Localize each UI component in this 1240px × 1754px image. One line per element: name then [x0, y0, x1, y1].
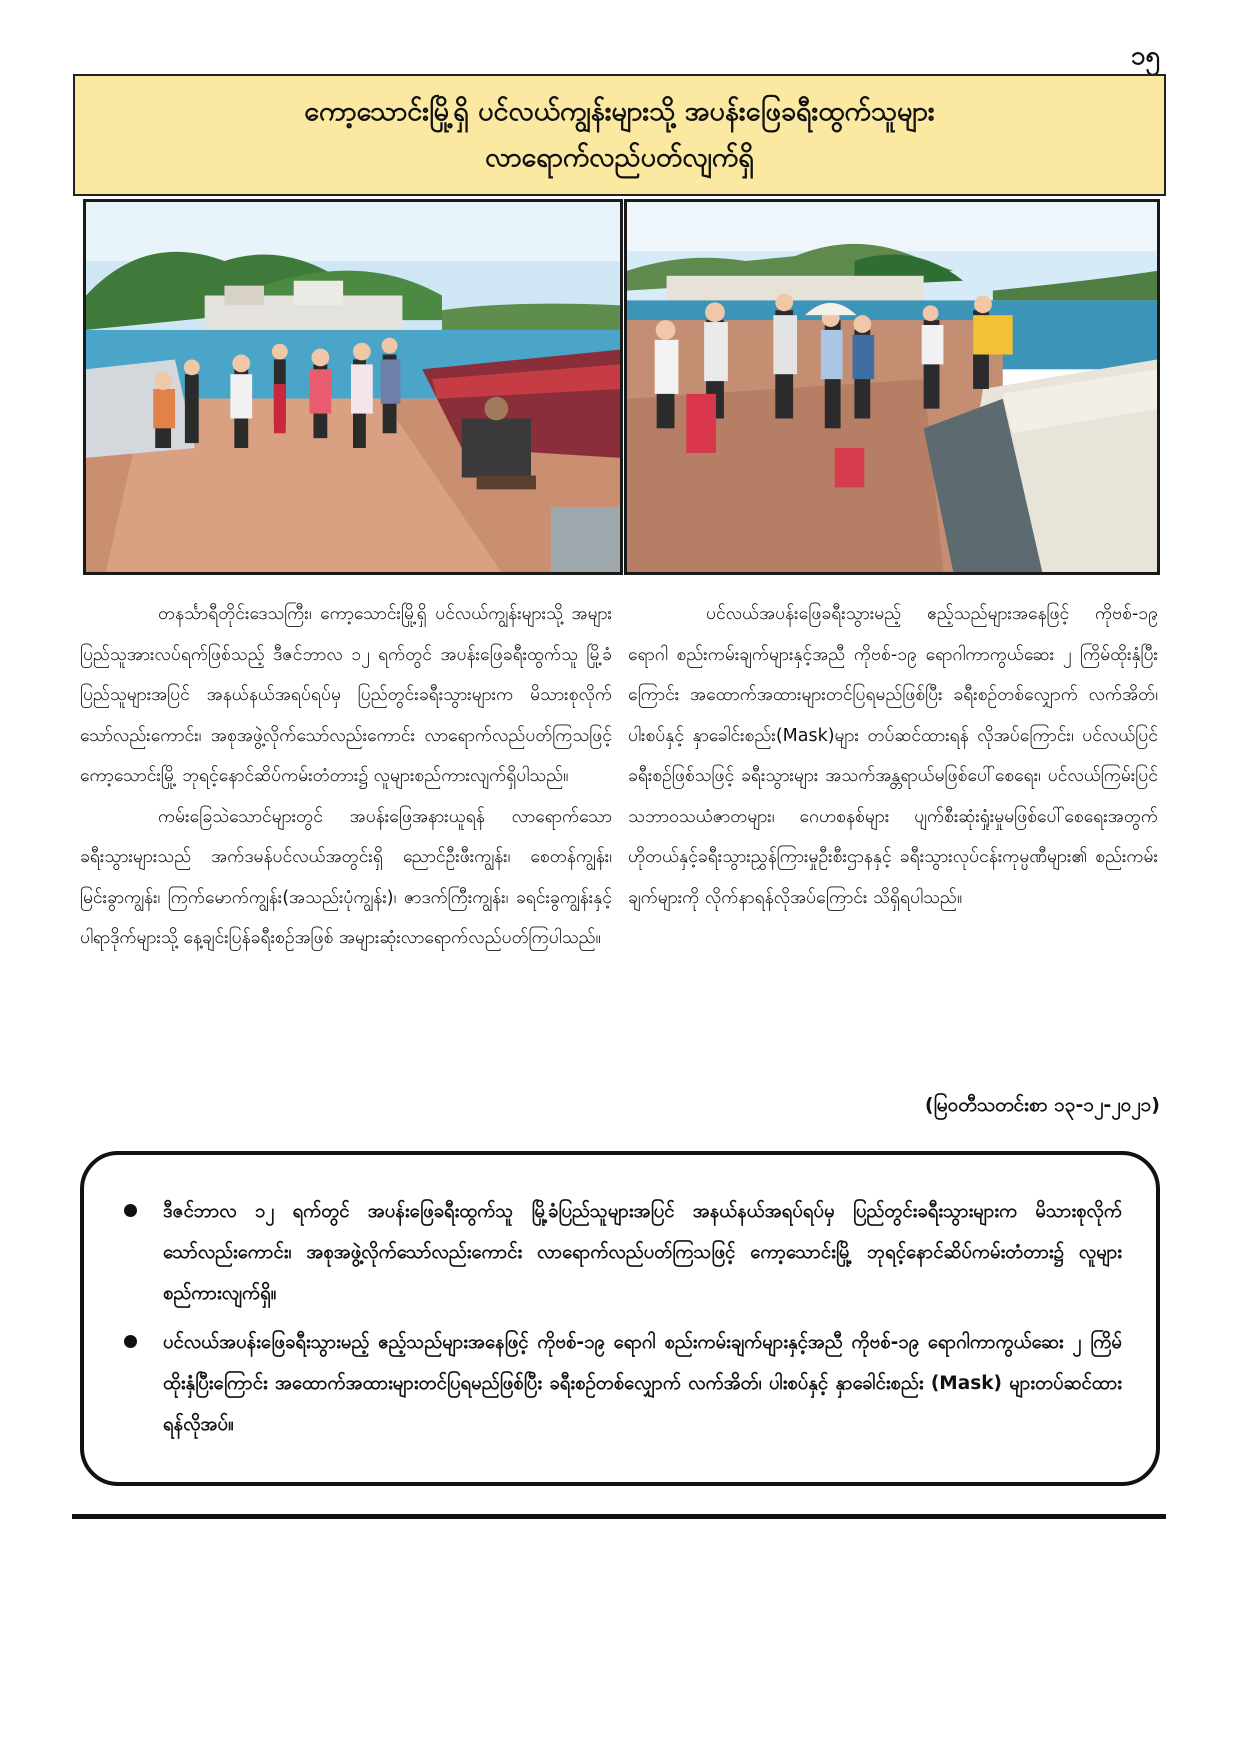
jetty-photo-left [83, 199, 623, 575]
article-paragraph: တနင်္သာရီတိုင်းဒေသကြီး၊ ကော့သောင်းမြို့ရှိ ပင်လယ်ကျွန်းများသို့ အများပြည်သူအားလပ်ရက်ဖြစ်သည့် ဒီဇင်ဘာလ ၁၂ ရက်တွင် အပန်းဖြေခရီးထွက်သူ မြို့ခံပြည်သူများအပြင် အနယ်နယ်အရပ်ရပ်မှ ပြည်တွင်းခရီးသွားများက မိသားစုလိုက်သော်လည်းကောင်း၊ အစုအဖွဲ့လိုက်သော်လည်းကောင်း လာရောက်လည်ပတ်ကြသဖြင့် ကော့သောင်းမြို့ ဘုရင့်နောင်ဆိပ်ကမ်းတံတား၌ လူများစည်ကားလျက်ရှိပါသည်။ [80, 604, 612, 786]
bullet-dot-icon [124, 1335, 137, 1348]
bottom-divider [72, 1514, 1166, 1519]
jetty-photo-right [624, 199, 1160, 575]
headline-line-2: လာရောက်လည်ပတ်လျက်ရှိ [485, 142, 754, 173]
article-paragraph: ပင်လယ်အပန်းဖြေခရီးသွားမည့် ဧည့်သည်များအနေဖြင့် ကိုဗစ်-၁၉ ရောဂါ စည်းကမ်းချက်များနှင့်အညီ ကိုဗစ်-၁၉ ရောဂါကာကွယ်ဆေး ၂ ကြိမ်ထိုးနှံပြီးကြောင်း အထောက်အထားများတင်ပြရမည်ဖြစ်ပြီး ခရီးစဉ်တစ်လျှောက် လက်အိတ်၊ ပါးစပ်နှင့် နှာခေါင်းစည်း(Mask)များ တပ်ဆင်ထားရန် လိုအပ်ကြောင်း၊ ပင်လယ်ပြင်ခရီးစဉ်ဖြစ်သဖြင့် ခရီးသွားများ အသက်အန္တရာယ်မဖြစ်ပေါ်စေရေး၊ ပင်လယ်ကြမ်းပြင်သဘာဝသယံဇာတများ၊ ဂေဟစနစ်များ ပျက်စီးဆုံးရှုံးမှုမဖြစ်ပေါ်စေရေးအတွက် ဟိုတယ်နှင့်ခရီးသွားညွှန်ကြားမှုဦးစီးဌာနနှင့် ခရီးသွားလုပ်ငန်းကုမ္ပဏီများ၏ စည်းကမ်းချက်များကို လိုက်နာရန်လိုအပ်ကြောင်း သိရှိရပါသည်။ [628, 604, 1158, 908]
summary-bullet-text: ပင်လယ်အပန်းဖြေခရီးသွားမည့် ဧည့်သည်များအနေဖြင့် ကိုဗစ်-၁၉ ရောဂါ စည်းကမ်းချက်များနှင့်အညီ ကိုဗစ်-၁၉ ရောဂါကာကွယ်ဆေး ၂ ကြိမ်ထိုးနှံပြီးကြောင်း အထောက်အထားများတင်ပြရမည်ဖြစ်ပြီး ခရီးစဉ်တစ်လျှောက် လက်အိတ်၊ ပါးစပ်နှင့် နှာခေါင်းစည်း (Mask) များတပ်ဆင်ထားရန်လိုအပ်။ [163, 1332, 1122, 1435]
article-column-left [80, 594, 612, 959]
bullet-dot-icon [124, 1204, 137, 1217]
summary-bullet-text: ဒီဇင်ဘာလ ၁၂ ရက်တွင် အပန်းဖြေခရီးထွက်သူ မြို့ခံပြည်သူများအပြင် အနယ်နယ်အရပ်ရပ်မှ ပြည်တွင်းခရီးသွားများက မိသားစုလိုက်သော်လည်းကောင်း၊ အစုအဖွဲ့လိုက်သော်လည်းကောင်း လာရောက်လည်ပတ်ကြသဖြင့် ကော့သောင်းမြို့ ဘုရင့်နောင်ဆိပ်ကမ်းတံတား၌ လူများစည်ကားလျက်ရှိ။ [163, 1201, 1122, 1304]
headline-line-1: ကော့သောင်းမြို့ရှိ ပင်လယ်ကျွန်းများသို့ အပန်းဖြေခရီးထွက်သူများ [304, 96, 935, 127]
summary-bullet [124, 1191, 1122, 1314]
article-column-right [628, 594, 1158, 918]
source-citation: (မြဝတီသတင်းစာ ၁၃-၁၂-၂၀၂၁) [924, 1094, 1160, 1116]
page-number: ၁၅ [1130, 41, 1160, 71]
article-paragraph: ကမ်းခြေသဲသောင်များတွင် အပန်းဖြေအနားယူရန် လာရောက်သော ခရီးသွားများသည် အက်ဒမန်ပင်လယ်အတွင်းရှိ ညောင်ဦးဖီးကျွန်း၊ စေတန်ကျွန်း၊ မြင်းခွာကျွန်း၊ ကြက်မောက်ကျွန်း(အသည်းပုံကျွန်း)၊ ဇာဒက်ကြီးကျွန်း၊ ခရင်းခွကျွန်းနှင့် ပါရာဒိုက်များသို့ နေ့ချင်းပြန်ခရီးစဉ်အဖြစ် အများဆုံးလာရောက်လည်ပတ်ကြပါသည်။ [80, 806, 612, 948]
headline-box [73, 74, 1166, 196]
summary-box [80, 1151, 1160, 1486]
summary-bullet [124, 1322, 1122, 1445]
